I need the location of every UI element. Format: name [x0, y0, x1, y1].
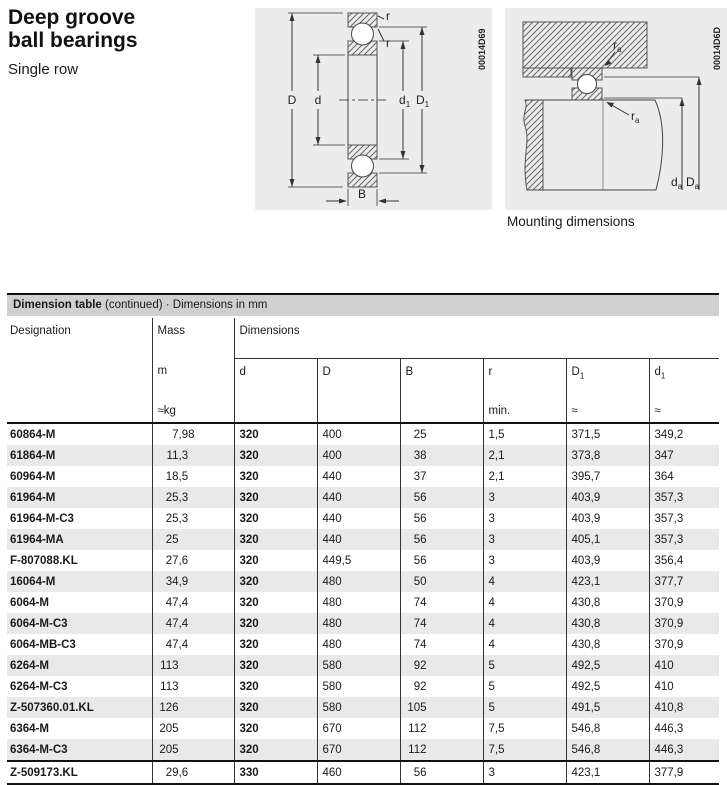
- cell-D1: 403,9: [566, 550, 649, 571]
- table-title-rest: (continued) · Dimensions in mm: [101, 299, 268, 311]
- cell-D: 670: [317, 718, 400, 739]
- ball-bottom: [352, 155, 374, 177]
- cell-designation: 6064-MB-C3: [7, 634, 152, 655]
- cell-designation: 61964-M-C3: [7, 508, 152, 529]
- cell-D1: 403,9: [566, 508, 649, 529]
- cell-D1: 371,5: [566, 423, 649, 445]
- cell-D1: 546,8: [566, 739, 649, 761]
- cell-r: 2,1: [483, 445, 566, 466]
- cell-designation: 16064-M: [7, 571, 152, 592]
- cell-designation: F-807088.KL: [7, 550, 152, 571]
- cell-D1: 423,1: [566, 571, 649, 592]
- cell-B: 105: [400, 697, 483, 718]
- label-Da: $D_a$: [686, 175, 700, 191]
- cell-mass: 29,6: [152, 761, 234, 784]
- cell-D: 440: [317, 487, 400, 508]
- cell-D: 400: [317, 445, 400, 466]
- col-symbol-B: B: [400, 358, 483, 398]
- cell-D: 580: [317, 676, 400, 697]
- cell-mass: 27,6: [152, 550, 234, 571]
- cell-D1: 430,8: [566, 613, 649, 634]
- cell-B: 56: [400, 487, 483, 508]
- cell-d1: 356,4: [654, 554, 684, 567]
- cell-r: 5: [483, 655, 566, 676]
- cell-D: 480: [317, 634, 400, 655]
- cell-d1: 370,9: [654, 617, 684, 630]
- cell-d1: 364: [654, 470, 674, 483]
- cell-mass: 205: [152, 718, 234, 739]
- cell-D1: 546,8: [566, 718, 649, 739]
- cell-d1: 377,7: [654, 575, 684, 588]
- cell-D1: 373,8: [566, 445, 649, 466]
- cell-D: 400: [317, 423, 400, 445]
- cell-d: 320: [234, 487, 317, 508]
- cell-d1: 446,3: [654, 722, 684, 735]
- table-row: [7, 613, 719, 634]
- cell-B: 112: [400, 739, 483, 761]
- label-D: D: [287, 93, 297, 107]
- bearing-section-figure: [255, 8, 492, 210]
- cell-d: 320: [234, 466, 317, 487]
- cell-designation: 6064-M: [7, 592, 152, 613]
- cell-D: 670: [317, 739, 400, 761]
- table-row: [7, 529, 719, 550]
- cell-d1: 410,8: [654, 701, 684, 714]
- cell-d: 320: [234, 718, 317, 739]
- table-row: [7, 466, 719, 487]
- cell-mass: 126: [152, 697, 234, 718]
- cell-d1: 357,3: [654, 533, 684, 546]
- cell-d1: 347: [654, 449, 674, 462]
- cell-r: 7,5: [483, 718, 566, 739]
- table-body: [7, 423, 719, 785]
- cell-d1: 377,9: [654, 766, 684, 779]
- label-r-top: r: [386, 9, 390, 23]
- label-r-bottom: r: [386, 36, 390, 50]
- cell-designation: Z-507360.01.KL: [7, 697, 152, 718]
- cell-d: 320: [234, 445, 317, 466]
- cell-r: 5: [483, 676, 566, 697]
- mounting-figure-caption: Mounting dimensions: [507, 214, 635, 229]
- cell-r: 3: [483, 529, 566, 550]
- cell-designation: 6364-M: [7, 718, 152, 739]
- cell-r: 5: [483, 697, 566, 718]
- col-header-designation: Designation: [7, 318, 152, 423]
- cell-r: 4: [483, 571, 566, 592]
- cell-D: 580: [317, 655, 400, 676]
- cell-r: 3: [483, 550, 566, 571]
- cell-D1: 395,7: [566, 466, 649, 487]
- label-B: B: [357, 187, 367, 201]
- cell-B: 74: [400, 592, 483, 613]
- col-unit-r: min.: [483, 398, 566, 423]
- table-row: [7, 697, 719, 718]
- col-symbol-d: d: [234, 358, 317, 398]
- cell-D1: 405,1: [566, 529, 649, 550]
- cell-mass: 47,4: [152, 613, 234, 634]
- cell-B: 112: [400, 718, 483, 739]
- label-ra-top: $r_a$: [613, 38, 622, 54]
- cell-B: 74: [400, 613, 483, 634]
- mounting-figure: [505, 8, 727, 210]
- cell-D1: 403,9: [566, 487, 649, 508]
- table-row: [7, 571, 719, 592]
- cell-mass: 47,4: [152, 592, 234, 613]
- cell-r: 3: [483, 761, 566, 784]
- cell-D1: 430,8: [566, 634, 649, 655]
- col-unit-d1: ≈: [654, 405, 661, 417]
- cell-r: 7,5: [483, 739, 566, 761]
- table-row: [7, 655, 719, 676]
- table-row: [7, 423, 719, 445]
- cell-mass: 25,3: [152, 487, 234, 508]
- cell-D: 440: [317, 529, 400, 550]
- cell-designation: 6264-M-C3: [7, 676, 152, 697]
- cell-mass: 7,98: [152, 423, 234, 445]
- cell-r: 3: [483, 487, 566, 508]
- cell-designation: 6364-M-C3: [7, 739, 152, 761]
- cell-D: 460: [317, 761, 400, 784]
- cell-designation: 61964-MA: [7, 529, 152, 550]
- title-line-1: Deep groove: [8, 6, 136, 29]
- cell-B: 25: [400, 423, 483, 445]
- cell-d: 320: [234, 613, 317, 634]
- cell-designation: 61864-M: [7, 445, 152, 466]
- cell-D1: 492,5: [566, 655, 649, 676]
- cell-D: 440: [317, 508, 400, 529]
- cell-mass: 25: [152, 529, 234, 550]
- label-ra-bottom: $r_a$: [631, 109, 640, 125]
- table-row: [7, 445, 719, 466]
- col-symbol-D: D: [317, 358, 400, 398]
- cell-d1: 370,9: [654, 638, 684, 651]
- cell-mass: 34,9: [152, 571, 234, 592]
- mounting-drawing: [505, 8, 727, 210]
- cell-designation: Z-509173.KL: [7, 761, 152, 784]
- col-header-mass: Mass: [152, 318, 234, 358]
- table-row: [7, 634, 719, 655]
- cell-mass: 113: [152, 655, 234, 676]
- col-symbol-d1: $d_1$: [654, 365, 666, 380]
- cell-mass: 18,5: [152, 466, 234, 487]
- cell-B: 92: [400, 676, 483, 697]
- cell-d: 320: [234, 592, 317, 613]
- cell-D: 440: [317, 466, 400, 487]
- dimension-data-table: [7, 318, 719, 785]
- cell-B: 38: [400, 445, 483, 466]
- cell-designation: 60964-M: [7, 466, 152, 487]
- cell-d: 330: [234, 761, 317, 784]
- cell-r: 4: [483, 634, 566, 655]
- cell-d: 320: [234, 529, 317, 550]
- cell-B: 56: [400, 529, 483, 550]
- dimension-table: [7, 293, 719, 785]
- cell-B: 74: [400, 634, 483, 655]
- table-title-bold: Dimension table: [13, 299, 102, 311]
- title-line-2: ball bearings: [8, 29, 138, 52]
- table-row: [7, 508, 719, 529]
- cell-B: 56: [400, 550, 483, 571]
- table-row: [7, 487, 719, 508]
- page-title: [8, 6, 138, 78]
- col-unit-mass: ≈kg: [152, 398, 234, 423]
- table-title-bar: [7, 293, 719, 316]
- cell-d: 320: [234, 508, 317, 529]
- cell-r: 4: [483, 592, 566, 613]
- table-row: [7, 676, 719, 697]
- cell-designation: 6264-M: [7, 655, 152, 676]
- label-D1: $D_1$: [416, 93, 430, 109]
- table-row: [7, 739, 719, 761]
- cell-d1: 446,3: [654, 743, 684, 756]
- cell-D: 480: [317, 571, 400, 592]
- page-subtitle: Single row: [8, 61, 79, 78]
- cell-D: 580: [317, 697, 400, 718]
- cell-d: 320: [234, 655, 317, 676]
- label-da: $d_a$: [671, 175, 683, 191]
- cell-B: 37: [400, 466, 483, 487]
- cell-D1: 492,5: [566, 676, 649, 697]
- col-symbol-m: m: [152, 358, 234, 398]
- cell-d: 320: [234, 739, 317, 761]
- table-header: [7, 318, 719, 423]
- cell-D: 480: [317, 613, 400, 634]
- cell-B: 56: [400, 508, 483, 529]
- cell-d: 320: [234, 550, 317, 571]
- cell-r: 1,5: [483, 423, 566, 445]
- cell-d1: 349,2: [654, 428, 684, 441]
- table-row: [7, 550, 719, 571]
- label-d: d: [314, 93, 322, 107]
- cell-d: 320: [234, 634, 317, 655]
- cell-r: 3: [483, 508, 566, 529]
- cell-r: 2,1: [483, 466, 566, 487]
- cell-mass: 25,3: [152, 508, 234, 529]
- cell-d: 320: [234, 697, 317, 718]
- cell-designation: 6064-M-C3: [7, 613, 152, 634]
- cell-designation: 61964-M: [7, 487, 152, 508]
- cell-D1: 491,5: [566, 697, 649, 718]
- cell-d1: 370,9: [654, 596, 684, 609]
- cell-B: 50: [400, 571, 483, 592]
- cell-d: 320: [234, 423, 317, 445]
- col-header-dimensions: Dimensions: [234, 318, 719, 358]
- cell-mass: 11,3: [152, 445, 234, 466]
- cell-d1: 357,3: [654, 491, 684, 504]
- cell-d1: 410: [654, 680, 674, 693]
- cell-D1: 423,1: [566, 761, 649, 784]
- col-symbol-r: r: [483, 358, 566, 398]
- table-row: [7, 592, 719, 613]
- figure-code: 00014D6D: [712, 26, 722, 70]
- cell-B: 92: [400, 655, 483, 676]
- cell-mass: 113: [152, 676, 234, 697]
- label-d1: $d_1$: [399, 93, 411, 109]
- table-row: [7, 761, 719, 784]
- cell-d1: 410: [654, 659, 674, 672]
- cell-B: 56: [400, 761, 483, 784]
- cell-D: 480: [317, 592, 400, 613]
- cell-d1: 357,3: [654, 512, 684, 525]
- ball: [578, 75, 597, 94]
- cell-D1: 430,8: [566, 592, 649, 613]
- ball-top: [352, 23, 374, 45]
- col-symbol-D1: $D_1$: [566, 358, 649, 398]
- figure-code: 00014D69: [477, 28, 487, 70]
- cell-D: 449,5: [317, 550, 400, 571]
- cell-d: 320: [234, 571, 317, 592]
- bearing-section-drawing: [255, 8, 492, 210]
- col-unit-D1: ≈: [566, 398, 649, 423]
- cell-mass: 205: [152, 739, 234, 761]
- cell-mass: 47,4: [152, 634, 234, 655]
- cell-r: 4: [483, 613, 566, 634]
- cell-d: 320: [234, 676, 317, 697]
- table-row: [7, 718, 719, 739]
- cell-designation: 60864-M: [7, 423, 152, 445]
